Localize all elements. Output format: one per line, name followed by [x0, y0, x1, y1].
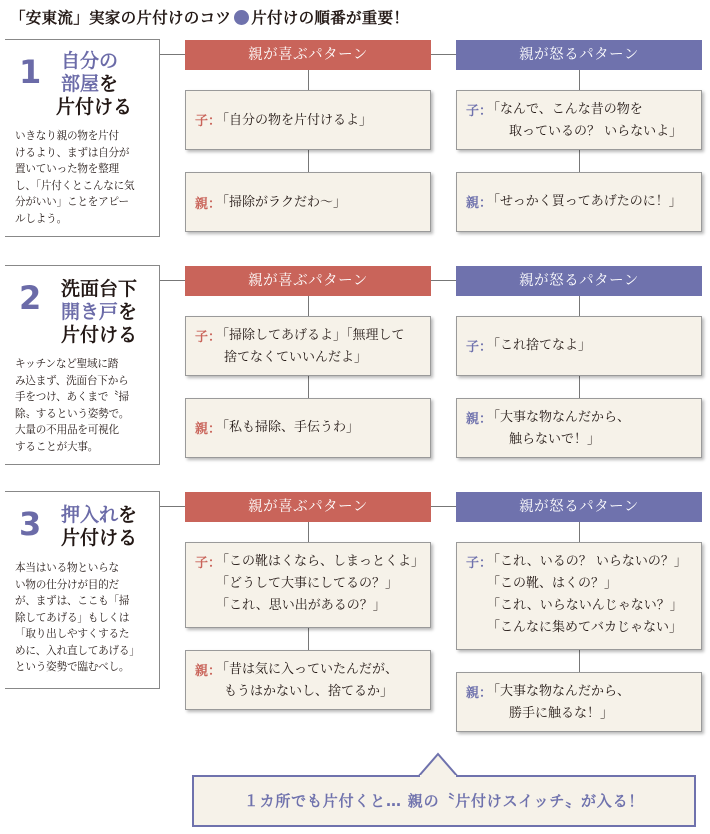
connector-line: [431, 54, 456, 55]
section-3-pleased-header: 親が喜ぶパターン: [185, 492, 431, 522]
page-title-part2: 片付けの順番が重要！: [251, 9, 410, 27]
connector-line: [579, 150, 580, 172]
connector-line: [160, 54, 185, 55]
section-2-description: キッチンなど聖域に踏 み込まず、洗面台下から 手をつけ、あくまで〝掃 除〟するという姿勢で。 大量の不用品を可視化 することが大事。: [15, 358, 130, 453]
section-3-angry-header: 親が怒るパターン: [456, 492, 702, 522]
conclusion-banner: [192, 775, 696, 827]
connector-line: [308, 376, 309, 398]
bullet-dot-icon: [234, 10, 249, 25]
section-2-pleased-child-card: 子： 「掃除してあげるよ」「無理して 捨てなくていいんだよ」: [185, 316, 431, 376]
connector-line: [579, 522, 580, 542]
section-1-number: 1: [19, 53, 42, 91]
page-title-part1: 「安東流」実家の片付けのコツ: [10, 9, 232, 27]
section-3-angry-child-card: 子： 「これ、いるの？ いらないの？」 「この靴、はくの？」 「これ、いらないんじゃない？」 「こんなに集めてバカじゃない」: [456, 542, 702, 650]
section-1-pleased-parent-card: 親： 「掃除がラクだわ〜」: [185, 172, 431, 232]
section-3-angry-parent-card: 親： 「大事な物なんだから、 勝手に触るな！」: [456, 672, 702, 732]
connector-line: [308, 70, 309, 90]
section-2-info: [5, 265, 160, 465]
connector-line: [308, 628, 309, 650]
section-1-pleased-child-card: 子： 「自分の物を片付けるよ」: [185, 90, 431, 150]
connector-line: [308, 150, 309, 172]
section-1-pleased-header: 親が喜ぶパターン: [185, 40, 431, 70]
conclusion-banner-text: １カ所でも片付くと… 親の〝片付けスイッチ〟が入る！: [243, 792, 645, 810]
section-2-angry-parent-card: 親： 「大事な物なんだから、 触らないで！」: [456, 398, 702, 458]
section-2-number: 2: [19, 279, 42, 317]
connector-line: [579, 296, 580, 316]
connector-line: [308, 522, 309, 542]
section-1-title: 自分の 部屋を 片付ける: [56, 50, 133, 118]
connector-line: [431, 506, 456, 507]
section-3-number: 3: [19, 505, 42, 543]
connector-line: [308, 296, 309, 316]
section-3-pleased-child-card: 子： 「この靴はくなら、しまっとくよ」 「どうして大事にしてるの？」 「これ、思い出があるの？」: [185, 542, 431, 628]
section-1-angry-header: 親が怒るパターン: [456, 40, 702, 70]
section-1-description: いきなり親の物を片付 けるより、まずは自分が 置いていった物を整理 し、「片付くとこんなに気 分がいい」ことをアピー ルしよう。: [15, 130, 135, 225]
section-2-pleased-header: 親が喜ぶパターン: [185, 266, 431, 296]
page-title: [10, 6, 409, 28]
section-1-angry-child-card: 子： 「なんで、こんな昔の物を 取っているの？ いらないよ」: [456, 90, 702, 150]
connector-line: [160, 280, 185, 281]
section-2-pleased-parent-card: 親： 「私も掃除、手伝うわ」: [185, 398, 431, 458]
section-3-title: 押入れを 片付ける: [61, 504, 138, 549]
banner-pointer-join: [420, 775, 456, 778]
connector-line: [160, 506, 185, 507]
section-1-angry-parent-card: 親： 「せっかく買ってあげたのに！」: [456, 172, 702, 232]
section-2-title: 洗面台下 開き戸を 片付ける: [61, 278, 138, 346]
connector-line: [579, 650, 580, 672]
connector-line: [579, 376, 580, 398]
section-1-info: [5, 39, 160, 237]
connector-line: [431, 280, 456, 281]
section-2-angry-header: 親が怒るパターン: [456, 266, 702, 296]
section-3-description: 本当はいる物といらな い物の仕分けが目的だ が、まずは、ここも「掃 除してあげる」もしくは 「取り出しやすくするた めに、入れ直してあげる」 という姿勢で臨むべし。: [15, 562, 140, 673]
section-2-angry-child-card: 子： 「これ捨てなよ」: [456, 316, 702, 376]
section-3-pleased-parent-card: 親： 「昔は気に入っていたんだが、 もうはかないし、捨てるか」: [185, 650, 431, 710]
section-3-info: [5, 491, 160, 689]
connector-line: [579, 70, 580, 90]
